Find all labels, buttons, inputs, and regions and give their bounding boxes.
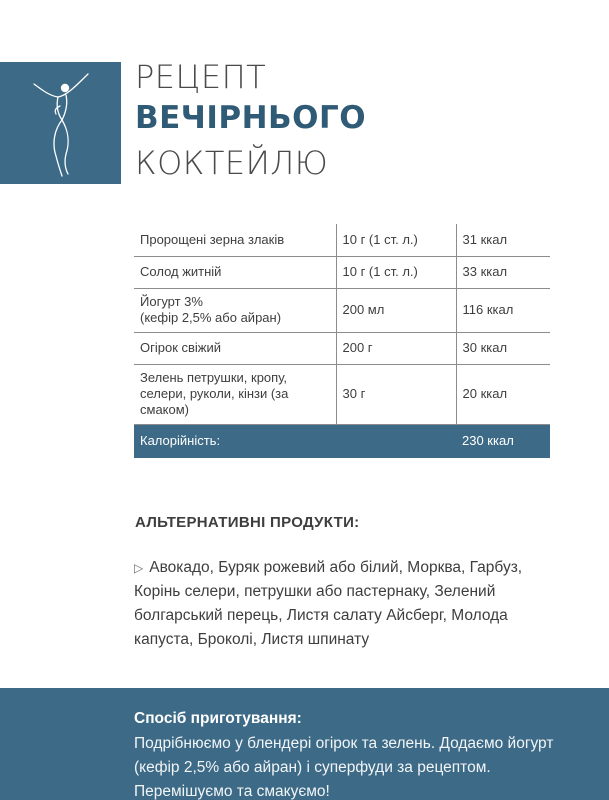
table-row — [134, 288, 550, 332]
ingredient-name: Огірок свіжий — [134, 332, 336, 364]
ingredient-kcal: 31 ккал — [456, 224, 550, 256]
page-title-line3: КОКТЕЙЛЮ — [135, 144, 329, 182]
alternatives-heading: АЛЬТЕРНАТИВНІ ПРОДУКТИ: — [135, 514, 360, 531]
ingredient-name: Йогурт 3% (кефір 2,5% або айран) — [134, 288, 336, 332]
triangle-bullet-icon: ▷ — [134, 561, 144, 575]
ingredient-amount: 10 г (1 ст. л.) — [336, 224, 456, 256]
dancing-figure-icon — [32, 70, 92, 178]
ingredient-name: Зелень петрушки, кропу, селери, руколи, кінзи (за смаком) — [134, 364, 336, 424]
total-label: Калорійність: — [134, 424, 336, 458]
table-row — [134, 256, 550, 288]
ingredient-name: Пророщені зерна злаків — [134, 224, 336, 256]
page-title-line2: ВЕЧІРНЬОГО — [135, 100, 367, 136]
ingredient-kcal: 20 ккал — [456, 364, 550, 424]
table-row — [134, 224, 550, 256]
ingredient-amount: 200 мл — [336, 288, 456, 332]
ingredient-amount: 30 г — [336, 364, 456, 424]
page-title-line1: РЕЦЕПТ — [135, 58, 267, 96]
method-heading: Спосіб приготування: — [134, 710, 302, 727]
total-spacer — [336, 424, 456, 458]
ingredient-amount: 10 г (1 ст. л.) — [336, 256, 456, 288]
ingredient-kcal: 116 ккал — [456, 288, 550, 332]
method-text: Подрібнюємо у блендері огірок та зелень. Додаємо йогурт (кефір 2,5% або айран) і суперфуди за рецептом. Перемішуємо та смакуємо! — [134, 735, 554, 800]
table-row — [134, 332, 550, 364]
total-value: 230 ккал — [456, 424, 550, 458]
ingredient-amount: 200 г — [336, 332, 456, 364]
logo-box — [0, 62, 121, 184]
method-section — [0, 688, 609, 800]
ingredient-kcal: 30 ккал — [456, 332, 550, 364]
total-row — [134, 424, 550, 458]
alternatives-text: Авокадо, Буряк рожевий або білий, Морква, Гарбуз, Корінь селери, петрушки або пастернаку, Зелений болгарський перець, Листя салату Айсберг, Молода капуста, Броколі, Листя шпинату — [134, 559, 523, 648]
ingredient-kcal: 33 ккал — [456, 256, 550, 288]
ingredients-table — [134, 224, 550, 458]
ingredient-name: Солод житній — [134, 256, 336, 288]
table-row — [134, 364, 550, 424]
alternatives-list — [134, 556, 554, 652]
